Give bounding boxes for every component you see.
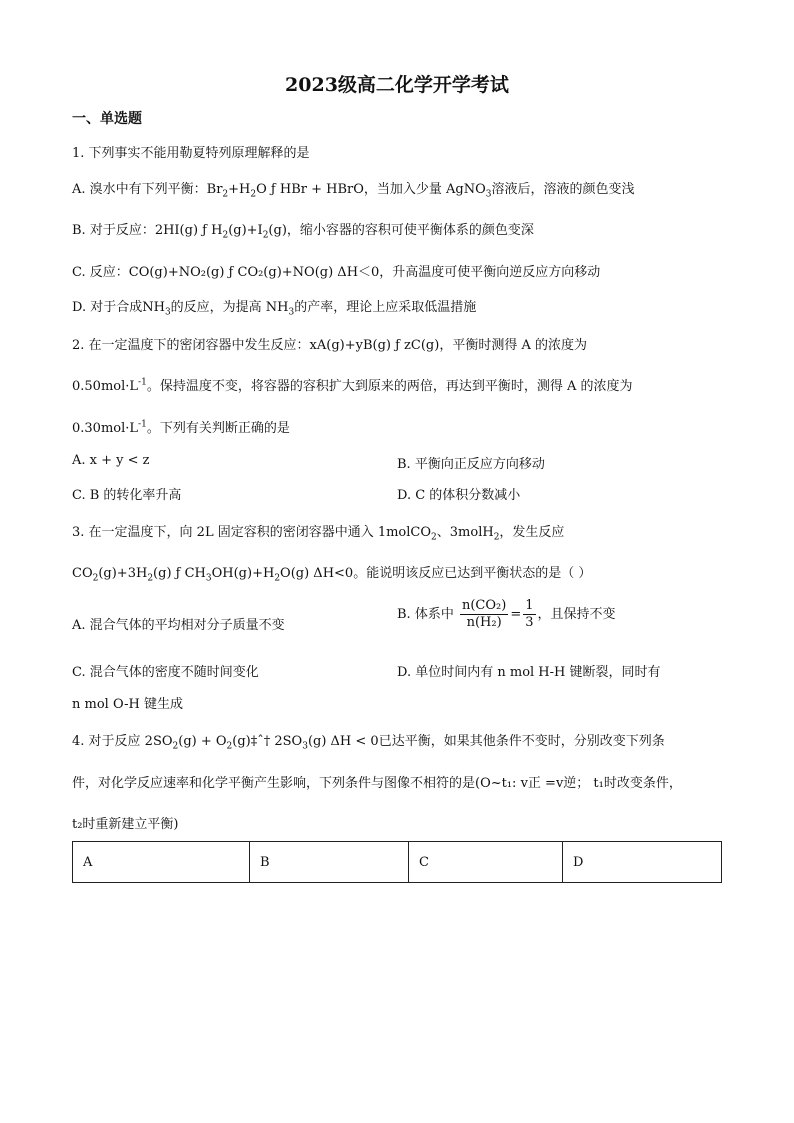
q3-b-equals: =: [510, 607, 522, 622]
q2-line3: [72, 417, 290, 436]
q1-d-text2: 的反应，为提高 NH: [170, 300, 289, 315]
q4-option-d-cell: D: [563, 842, 722, 883]
q3-option-d-cont: n mol O-H 键生成: [72, 697, 183, 712]
q1-a-text4: 溶液后，溶液的颜色变浅: [491, 182, 635, 197]
q1-b-sub2: 2: [262, 230, 269, 241]
q3-option-a: A. 混合气体的平均相对分子质量不变: [72, 618, 285, 633]
q3-b-label: B. 体系中: [397, 607, 454, 622]
q2-option-c: C. B 的转化率升高: [72, 488, 182, 503]
q2-line2-sup: -1: [138, 377, 147, 388]
q1-option-d: [72, 296, 476, 318]
q2-line1: 2. 在一定温度下的密闭容器中发生反应：xA(g)+yB(g) ƒ zC(g)，平衡时测得 A 的浓度为: [72, 338, 587, 353]
q1-d-text: D. 对于合成NH: [72, 300, 165, 315]
q2-option-b: B. 平衡向正反应方向移动: [397, 457, 545, 472]
q2-line3-text: 0.30mol·L: [72, 421, 139, 436]
q3-eq-text5: O(g) ΔH<0。能说明该反应已达到平衡状态的是（ ）: [280, 566, 592, 581]
q3-option-d: D. 单位时间内有 n mol H-H 键断裂，同时有: [397, 665, 661, 680]
q4-option-b-cell: B: [250, 842, 409, 883]
q3-line1-sub: 2: [431, 532, 437, 543]
q1-b-text2: (g)+I: [228, 223, 263, 238]
q3-eq-sub3: 3: [205, 573, 212, 584]
q4-line1-text2: (g) + O: [178, 734, 227, 749]
q3-line1: [72, 521, 564, 543]
q3-eq-sub2: 2: [147, 573, 154, 584]
page-title: 2023级高二化学开学考试: [285, 74, 509, 96]
q3-b-fraction: [460, 598, 508, 631]
q3-b-den: n(H₂): [466, 615, 502, 630]
q1-a-text2: +H: [228, 182, 251, 197]
q3-eq-text4: OH(g)+H: [211, 566, 275, 581]
q1-d-sub2: 3: [288, 307, 295, 318]
q4-line1-text: 4. 对于反应 2SO: [72, 734, 173, 749]
q1-b-sub: 2: [222, 230, 229, 241]
q3-line1-sub2: 2: [493, 532, 500, 543]
q1-option-c: C. 反应：CO(g)+NO₂(g) ƒ CO₂(g)+NO(g) ΔH＜0，升高温度可使平衡向逆反应方向移动: [72, 265, 601, 280]
q2-option-a: A. x + y < z: [72, 453, 150, 468]
q2-line3-sup: -1: [138, 419, 147, 430]
q1-d-text3: 的产率，理论上应采取低温措施: [294, 300, 477, 315]
q3-b-fraction2: [523, 598, 535, 631]
q4-line1: [72, 730, 665, 752]
q4-line3: t₂时重新建立平衡): [72, 817, 179, 832]
q3-equation: [72, 562, 591, 584]
q3-eq-text3: (g) ƒ CH: [153, 566, 206, 581]
q1-a-text: A. 溴水中有下列平衡：Br: [72, 182, 223, 197]
q3-eq-text: CO: [72, 566, 93, 581]
q1-option-a: [72, 178, 635, 200]
q3-b-tail: ，且保持不变: [537, 607, 616, 622]
q3-b-num: n(CO₂): [461, 598, 507, 613]
q4-line2: 件，对化学反应速率和化学平衡产生影响，下列条件与图像不相符的是(O~t₁: v正 =v逆； t₁时改变条件，: [72, 776, 682, 791]
q2-option-d: D. C 的体积分数减小: [397, 488, 521, 503]
q1-stem: 1. 下列事实不能用勒夏特列原理解释的是: [72, 146, 310, 161]
q4-option-c-cell: C: [409, 842, 563, 883]
q3-option-c: C. 混合气体的密度不随时间变化: [72, 665, 259, 680]
q1-d-sub: 3: [164, 307, 171, 318]
q3-eq-sub4: 2: [274, 573, 281, 584]
q1-a-sub: 2: [222, 189, 229, 200]
q4-option-a-cell: A: [73, 842, 250, 883]
q1-option-b: [72, 219, 534, 241]
q1-a-text3: O ƒ HBr + HBrO，当加入少量 AgNO: [256, 182, 486, 197]
q1-a-sub3: 3: [485, 189, 492, 200]
q3-line1-text2: 、3molH: [436, 525, 494, 540]
q4-line1-sub2: 2: [226, 741, 233, 752]
q4-options-table: [72, 841, 722, 883]
q1-b-text: B. 对于反应：2HI(g) ƒ H: [72, 223, 223, 238]
q3-option-b: [397, 598, 616, 631]
q2-line2-text: 0.50mol·L: [72, 379, 139, 394]
q4-line1-sub: 2: [172, 741, 179, 752]
q4-line1-text3: (g)‡ˆ† 2SO: [232, 734, 303, 749]
q3-eq-sub: 2: [92, 573, 99, 584]
q2-line3-text2: 。下列有关判断正确的是: [146, 421, 290, 436]
q3-b-den2: 3: [525, 615, 534, 630]
q3-eq-text2: (g)+3H: [98, 566, 148, 581]
q4-line1-sub3: 3: [302, 741, 308, 752]
q3-line1-text: 3. 在一定温度下，向 2L 固定容积的密闭容器中通入 1molCO: [72, 525, 432, 540]
q1-a-sub2: 2: [250, 189, 257, 200]
section-heading: 一、单选题: [72, 111, 142, 127]
q2-line2-text2: 。保持温度不变，将容器的容积扩大到原来的两倍，再达到平衡时，测得 A 的浓度为: [146, 379, 633, 394]
q3-b-num2: 1: [525, 598, 534, 613]
q2-line2: [72, 375, 632, 394]
q1-b-text3: (g)，缩小容器的容积可使平衡体系的颜色变深: [268, 223, 534, 238]
q4-line1-text4: (g) ΔH < 0已达平衡，如果其他条件不变时，分别改变下列条: [307, 734, 665, 749]
table-row: [73, 842, 722, 883]
q3-line1-text3: ，发生反应: [499, 525, 565, 540]
